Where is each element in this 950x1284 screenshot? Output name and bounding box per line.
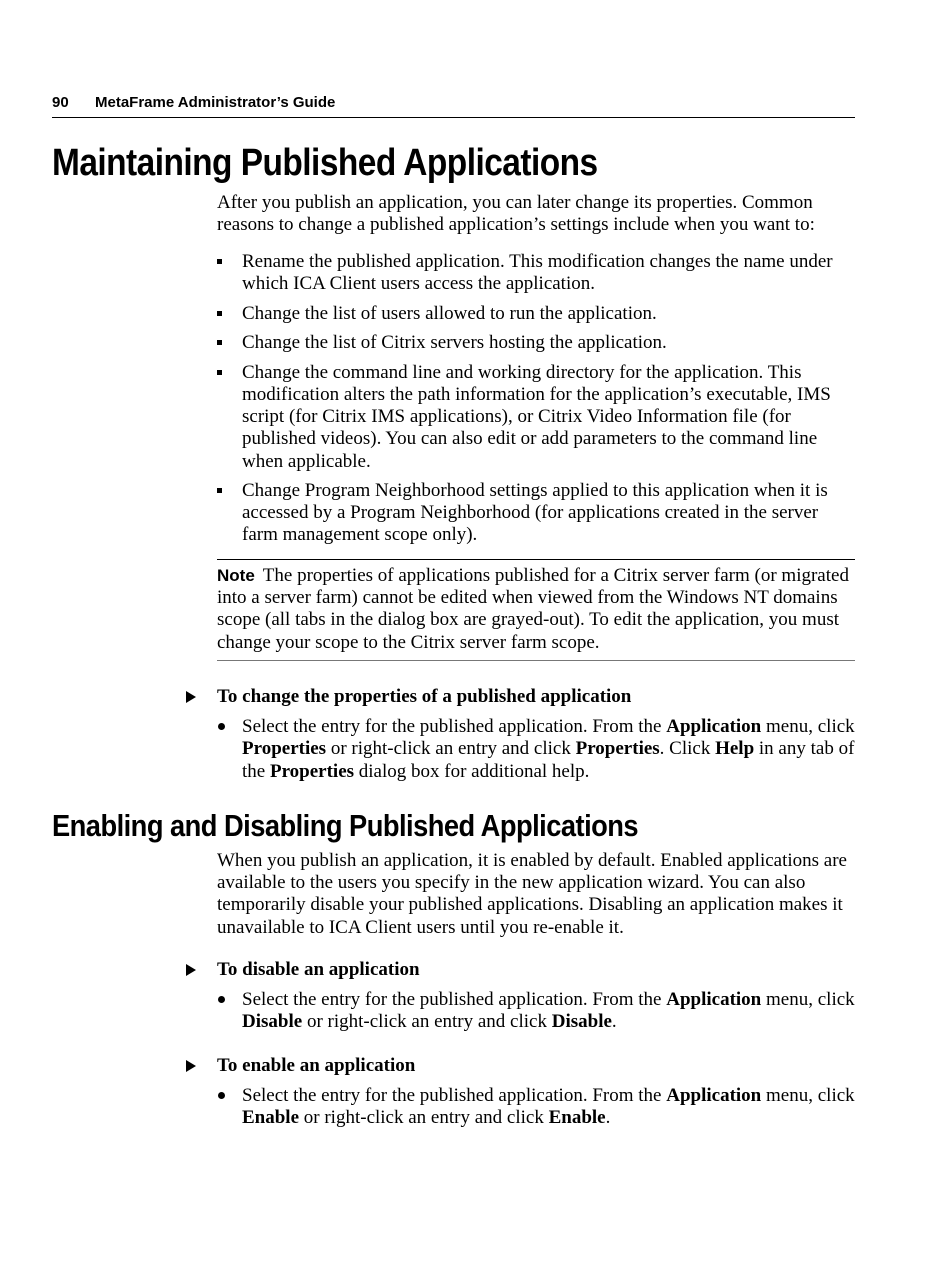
section-title-maintaining: Maintaining Published Applications	[52, 142, 598, 184]
section1-intro: After you publish an application, you can later change its properties. Common reasons to change a published application’s settings include when you want to:	[217, 192, 815, 236]
menu-name-application: Application	[666, 1085, 762, 1107]
section2-intro: When you publish an application, it is enabled by default. Enabled applications are available to the users you specify in the new application wizard. You can also temporarily disable your published applications. Disabling an application makes it unavailable to ICA Client users until you re-enable it.	[217, 850, 847, 938]
procedure-title: To disable an application	[186, 959, 866, 981]
page-number: 90	[52, 94, 69, 111]
procedure-title: To enable an application	[186, 1055, 866, 1077]
note-box	[217, 559, 855, 661]
bullet-square-icon	[217, 259, 222, 264]
note-label: Note	[217, 566, 255, 585]
procedure-step: Select the entry for the published application. From the Application menu, click Enable or right-click an entry and click Enable.	[186, 1085, 857, 1129]
list-item: Change the command line and working directory for the application. This modification alters the path information for the application’s executable, IMS script (for Citrix IMS applications), or Citrix Video Information file (for published videos). You can also edit or add parameters to the command line when applicable.	[217, 362, 857, 473]
list-item: Change Program Neighborhood settings applied to this application when it is accessed by a Program Neighborhood (for applications created in the server farm management scope only).	[217, 480, 857, 547]
command-enable: Enable	[548, 1107, 606, 1129]
triangle-right-icon	[186, 1060, 196, 1072]
triangle-right-icon	[186, 691, 196, 703]
section-title-enabling-disabling: Enabling and Disabling Published Applications	[52, 808, 639, 843]
procedure-step: Select the entry for the published application. From the Application menu, click Disable or right-click an entry and click Disable.	[186, 989, 857, 1033]
bullet-dot-icon	[218, 723, 225, 730]
command-help: Help	[715, 738, 755, 760]
guide-title: MetaFrame Administrator’s Guide	[95, 94, 336, 111]
procedure-disable	[186, 959, 866, 1034]
bullet-dot-icon	[218, 996, 225, 1003]
procedure-step: Select the entry for the published application. From the Application menu, click Properties or right-click an entry and click Properties. Click Help in any tab of the Properties dialog box for additional help.	[186, 716, 857, 783]
list-item: Rename the published application. This modification changes the name under which ICA Client users access the application.	[217, 251, 857, 295]
bullet-dot-icon	[218, 1092, 225, 1099]
dialog-name-properties: Properties	[269, 760, 355, 782]
bullet-square-icon	[217, 488, 222, 493]
menu-name-application: Application	[666, 989, 762, 1011]
triangle-right-icon	[186, 964, 196, 976]
bullet-square-icon	[217, 340, 222, 345]
list-item: Change the list of Citrix servers hosting the application.	[217, 332, 857, 354]
procedure-enable	[186, 1055, 866, 1130]
bullet-square-icon	[217, 370, 222, 375]
list-item: Change the list of users allowed to run the application.	[217, 303, 857, 325]
menu-name-application: Application	[666, 716, 762, 738]
bullet-square-icon	[217, 311, 222, 316]
command-properties: Properties	[242, 738, 327, 760]
command-properties: Properties	[575, 738, 660, 760]
page-header	[52, 92, 855, 118]
command-enable: Enable	[242, 1107, 300, 1129]
change-reasons-list	[217, 251, 857, 554]
command-disable: Disable	[551, 1011, 612, 1033]
command-disable: Disable	[242, 1011, 303, 1033]
note-text: The properties of applications published for a Citrix server farm (or migrated into a server farm) cannot be edited when viewed from the Windows NT domains scope (all tabs in the dialog box are grayed-out). To edit the application, you must change your scope to the Citrix server farm scope.	[217, 565, 849, 653]
procedure-change-properties	[186, 686, 866, 783]
procedure-title: To change the properties of a published application	[186, 686, 866, 708]
